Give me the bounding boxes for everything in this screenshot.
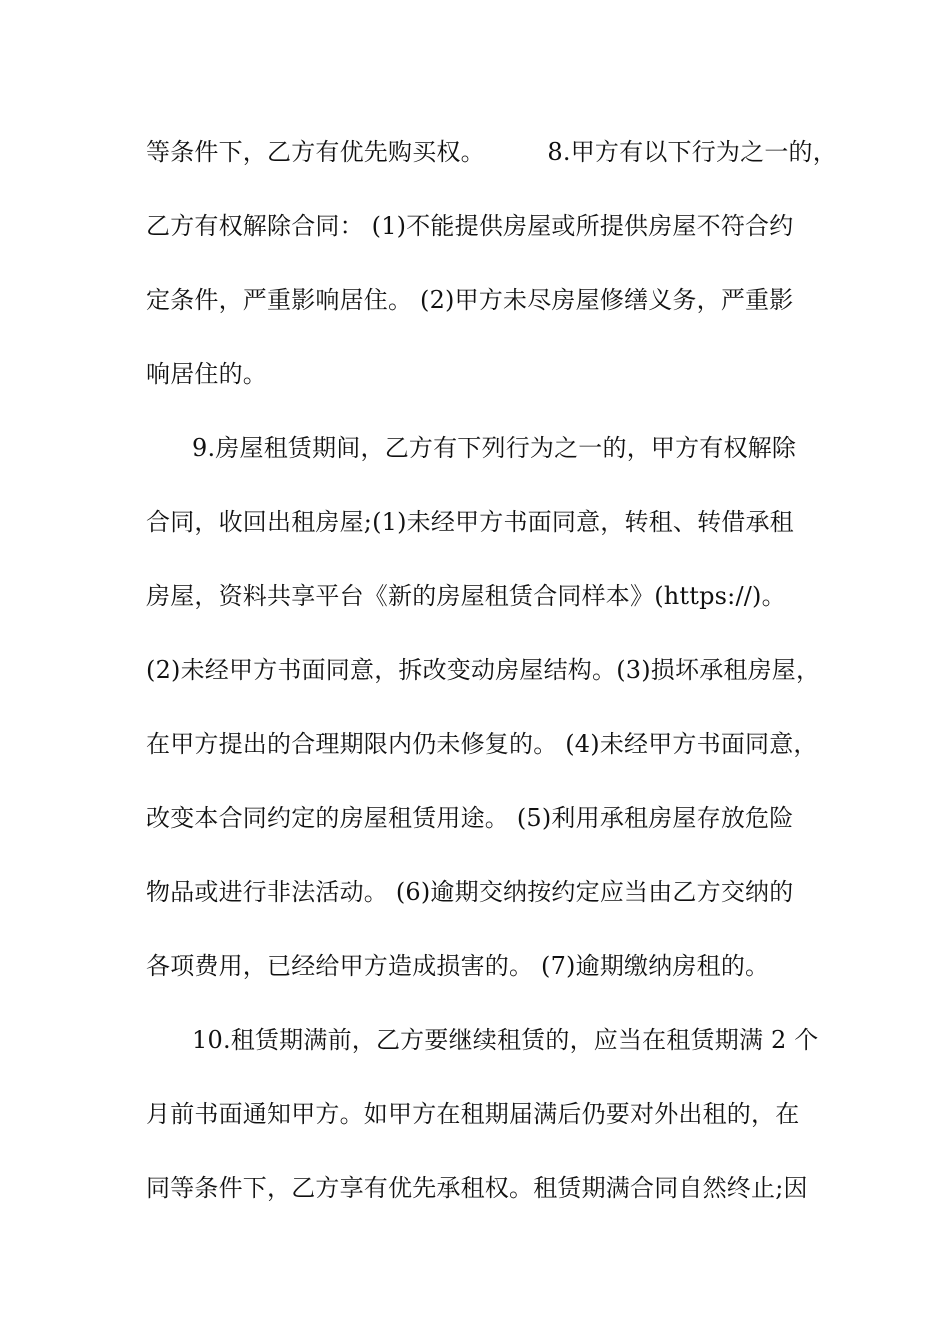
text-line: 等条件下，乙方有优先购买权。 8.甲方有以下行为之一的， xyxy=(146,138,837,166)
text-line: 响居住的。 xyxy=(146,360,267,388)
text-line: 合同，收回出租房屋;(1)未经甲方书面同意，转租、转借承租 xyxy=(146,508,794,536)
paragraph-9-first-line: 9.房屋租赁期间，乙方有下列行为之一的，甲方有权解除 xyxy=(192,434,797,462)
text-line: 月前书面通知甲方。如甲方在租期届满后仍要对外出租的，在 xyxy=(146,1100,800,1128)
text-line: 各项费用，已经给甲方造成损害的。 (7)逾期缴纳房租的。 xyxy=(146,952,770,980)
text-line: 房屋，资料共享平台《新的房屋租赁合同样本》(https://)。 xyxy=(146,582,786,610)
text-line: 乙方有权解除合同： (1)不能提供房屋或所提供房屋不符合约 xyxy=(146,212,794,240)
paragraph-10-first-line: 10.租赁期满前，乙方要继续租赁的，应当在租赁期满 2 个 xyxy=(192,1026,819,1054)
text-line: 定条件，严重影响居住。 (2)甲方未尽房屋修缮义务，严重影 xyxy=(146,286,794,314)
text-line: (2)未经甲方书面同意，拆改变动房屋结构。(3)损坏承租房屋， xyxy=(146,656,821,684)
text-line: 同等条件下，乙方享有优先承租权。租赁期满合同自然终止;因 xyxy=(146,1174,808,1202)
text-line: 在甲方提出的合理期限内仍未修复的。 (4)未经甲方书面同意， xyxy=(146,730,818,758)
text-line: 物品或进行非法活动。 (6)逾期交纳按约定应当由乙方交纳的 xyxy=(146,878,794,906)
text-line: 改变本合同约定的房屋租赁用途。 (5)利用承租房屋存放危险 xyxy=(146,804,794,832)
